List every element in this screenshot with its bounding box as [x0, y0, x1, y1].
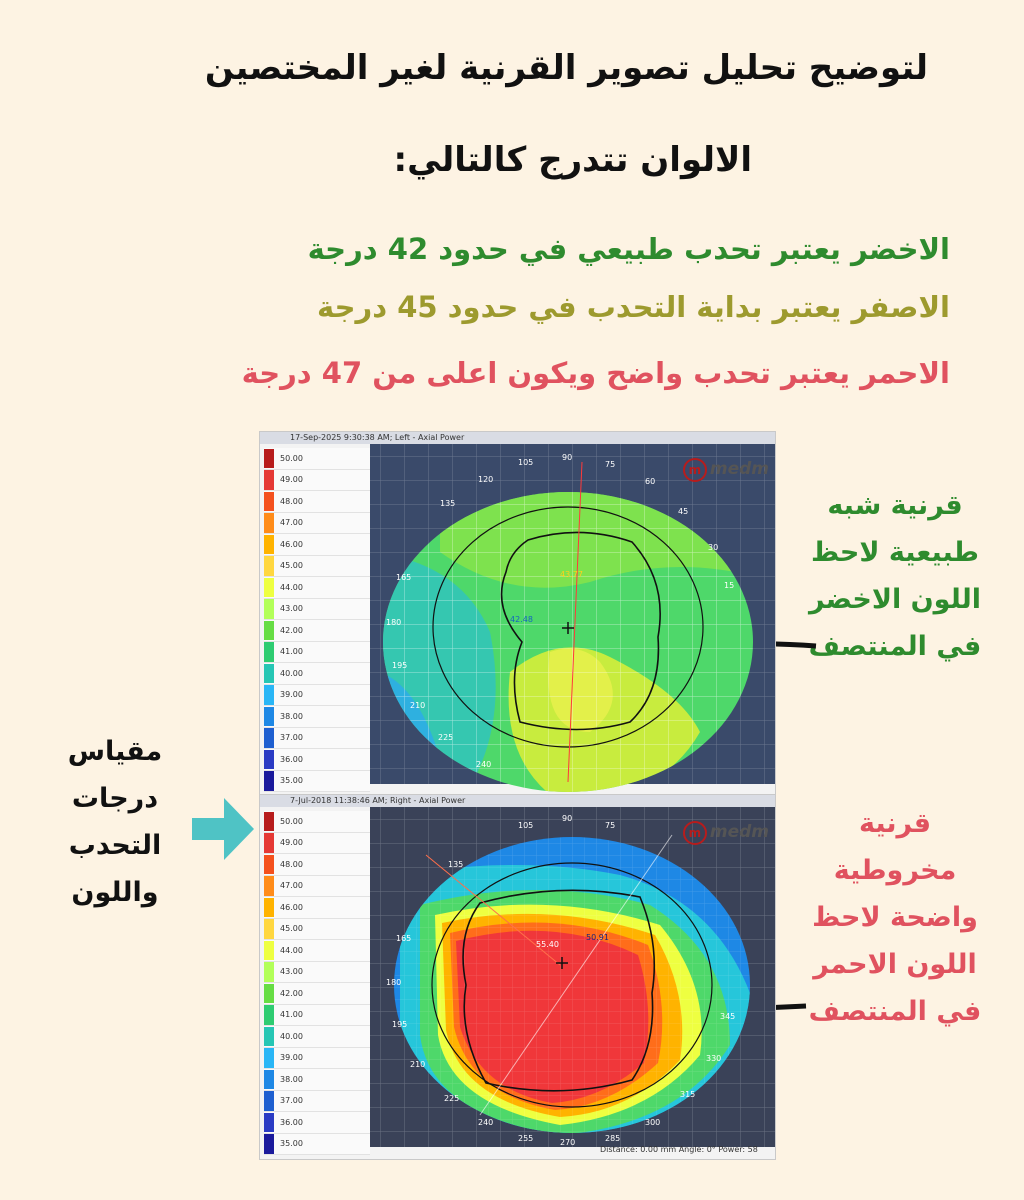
angle-label: 15	[724, 581, 735, 590]
scale-value: 37.00	[280, 1096, 303, 1106]
scale-swatch	[264, 1005, 274, 1025]
reading-b: 50.91	[586, 933, 609, 942]
scale-swatch	[264, 707, 274, 727]
caption-scale: مقياس درجات التحدب واللون	[67, 736, 163, 908]
scale-value: 38.00	[280, 711, 303, 721]
scale-swatch	[264, 1070, 274, 1090]
angle-label: 75	[605, 460, 616, 469]
angle-label: 285	[605, 1134, 621, 1143]
scale-swatch	[264, 470, 274, 490]
scale-swatch	[264, 685, 274, 705]
logo-icon: m	[683, 821, 707, 845]
scale-value: 45.00	[280, 924, 303, 934]
scale-swatch	[264, 449, 274, 469]
scale-value: 48.00	[280, 859, 303, 869]
scale-step	[264, 599, 370, 621]
angle-label: 180	[386, 978, 402, 987]
scale-value: 50.00	[280, 453, 303, 463]
scale-swatch	[264, 984, 274, 1004]
scale-step	[264, 983, 370, 1005]
scale-value: 40.00	[280, 668, 303, 678]
center-reading: 43.77	[560, 570, 583, 579]
scale-swatch	[264, 578, 274, 598]
scale-swatch	[264, 750, 274, 770]
angle-label: 240	[476, 760, 492, 769]
scale-step	[264, 577, 370, 599]
caption-keratoconus-cornea: قرنية مخروطية واضحة لاحظ اللون الاحمر في المنتصف	[808, 808, 982, 1027]
scale-step	[264, 771, 370, 793]
scale-step	[264, 1134, 370, 1156]
teal-arrow-icon	[190, 796, 256, 862]
scale-value: 41.00	[280, 1010, 303, 1020]
scale-swatch	[264, 621, 274, 641]
angle-label: 210	[410, 1060, 426, 1069]
angle-label: 60	[645, 477, 656, 486]
angle-label: 135	[440, 499, 456, 508]
scale-value: 49.00	[280, 475, 303, 485]
page-title: لتوضيح تحليل تصوير القرنية لغير المختصين	[204, 48, 928, 88]
scale-step	[264, 1048, 370, 1070]
scale-step	[264, 663, 370, 685]
scale-value: 50.00	[280, 816, 303, 826]
scale-value: 36.00	[280, 754, 303, 764]
scale-swatch	[264, 556, 274, 576]
window-title: 7-Jul-2018 11:38:46 AM; Right - Axial Power	[260, 795, 775, 807]
scale-step	[264, 470, 370, 492]
scale-step	[264, 1005, 370, 1027]
angle-label: 345	[720, 1012, 736, 1021]
topography-map-keratoconus	[260, 795, 775, 1159]
angle-label: 315	[680, 1090, 696, 1099]
scale-value: 46.00	[280, 902, 303, 912]
page-subtitle: الالوان تتدرج كالتالي:	[393, 140, 752, 180]
angle-label: 45	[678, 507, 689, 516]
scale-swatch	[264, 1134, 274, 1154]
scale-value: 39.00	[280, 690, 303, 700]
scale-step	[264, 1112, 370, 1134]
scale-step	[264, 534, 370, 556]
scale-step	[264, 491, 370, 513]
angle-label: 270	[560, 1138, 576, 1147]
scale-value: 36.00	[280, 1117, 303, 1127]
logo-icon: m	[683, 458, 707, 482]
scale-value: 35.00	[280, 776, 303, 786]
scale-swatch	[264, 642, 274, 662]
scale-swatch	[264, 962, 274, 982]
scale-swatch	[264, 1091, 274, 1111]
scale-swatch	[264, 599, 274, 619]
scale-value: 43.00	[280, 604, 303, 614]
scale-value: 48.00	[280, 496, 303, 506]
angle-label: 105	[518, 821, 534, 830]
angle-label: 90	[562, 453, 573, 462]
scale-swatch	[264, 535, 274, 555]
scale-swatch	[264, 1027, 274, 1047]
scale-step	[264, 876, 370, 898]
scale-swatch	[264, 492, 274, 512]
legend-red-line: الاحمر يعتبر تحدب واضح ويكون اعلى من 47 درجة	[241, 356, 950, 390]
scale-step	[264, 513, 370, 535]
angle-label: 330	[706, 1054, 722, 1063]
scale-step	[264, 940, 370, 962]
scale-value: 49.00	[280, 838, 303, 848]
scale-value: 44.00	[280, 582, 303, 592]
scale-value: 47.00	[280, 518, 303, 528]
angle-label: 30	[708, 543, 719, 552]
caption-normal-cornea: قرنية شبه طبيعية لاحظ اللون الاخضر في المنتصف	[808, 490, 982, 662]
angle-label: 195	[392, 661, 408, 670]
angle-label: 300	[645, 1118, 661, 1127]
scale-value: 39.00	[280, 1053, 303, 1063]
cursor-readout: Distance: 0.00 mm Angle: 0° Power: 58	[600, 1145, 758, 1154]
angle-label: 165	[396, 573, 412, 582]
angle-label: 90	[562, 814, 573, 823]
angle-label: 75	[605, 821, 616, 830]
scale-swatch	[264, 1048, 274, 1068]
scale-step	[264, 833, 370, 855]
scale-step	[264, 919, 370, 941]
scale-step	[264, 897, 370, 919]
legend-yellow-line: الاصفر يعتبر بداية التحدب في حدود 45 درجة	[317, 290, 950, 324]
scale-swatch	[264, 941, 274, 961]
angle-label: 210	[410, 701, 426, 710]
scale-swatch	[264, 728, 274, 748]
window-title: 17-Sep-2025 9:30:38 AM; Left - Axial Power	[260, 432, 775, 444]
scale-swatch	[264, 771, 274, 791]
scale-swatch	[264, 513, 274, 533]
scale-step	[264, 448, 370, 470]
scale-swatch	[264, 898, 274, 918]
angle-label: 240	[478, 1118, 494, 1127]
reading-a: 55.40	[536, 940, 559, 949]
scale-step	[264, 749, 370, 771]
scale-step	[264, 728, 370, 750]
angle-label: 225	[438, 733, 454, 742]
scale-swatch	[264, 919, 274, 939]
scale-value: 42.00	[280, 988, 303, 998]
color-scale-top	[264, 448, 370, 792]
legend-green-line: الاخضر يعتبر تحدب طبيعي في حدود 42 درجة	[307, 232, 950, 266]
scale-step	[264, 685, 370, 707]
scale-step	[264, 706, 370, 728]
scale-step	[264, 1091, 370, 1113]
scale-swatch	[264, 876, 274, 896]
scale-value: 46.00	[280, 539, 303, 549]
angle-label: 255	[518, 1134, 534, 1143]
angle-label: 120	[478, 475, 494, 484]
scale-value: 41.00	[280, 647, 303, 657]
scale-swatch	[264, 1113, 274, 1133]
device-logo: m medm	[683, 821, 769, 845]
scale-value: 35.00	[280, 1139, 303, 1149]
scale-step	[264, 620, 370, 642]
scale-step	[264, 1026, 370, 1048]
angle-label: 165	[396, 934, 412, 943]
scale-step	[264, 811, 370, 833]
scale-value: 42.00	[280, 625, 303, 635]
left-reading: 42.48	[510, 615, 533, 624]
scale-step	[264, 1069, 370, 1091]
scale-value: 43.00	[280, 967, 303, 977]
scale-step	[264, 642, 370, 664]
scale-step	[264, 556, 370, 578]
angle-label: 195	[392, 1020, 408, 1029]
scale-value: 44.00	[280, 945, 303, 955]
scale-swatch	[264, 664, 274, 684]
angle-label: 225	[444, 1094, 460, 1103]
scale-value: 45.00	[280, 561, 303, 571]
scale-swatch	[264, 855, 274, 875]
scale-value: 38.00	[280, 1074, 303, 1084]
scale-swatch	[264, 812, 274, 832]
angle-label: 105	[518, 458, 534, 467]
scale-value: 40.00	[280, 1031, 303, 1041]
scale-swatch	[264, 833, 274, 853]
scale-step	[264, 962, 370, 984]
angle-label: 180	[386, 618, 402, 627]
color-scale-bottom	[264, 811, 370, 1155]
device-logo: m medm	[683, 458, 769, 482]
scale-step	[264, 854, 370, 876]
topography-map-normal	[260, 432, 775, 796]
scale-value: 47.00	[280, 881, 303, 891]
angle-label: 135	[448, 860, 464, 869]
scale-value: 37.00	[280, 733, 303, 743]
